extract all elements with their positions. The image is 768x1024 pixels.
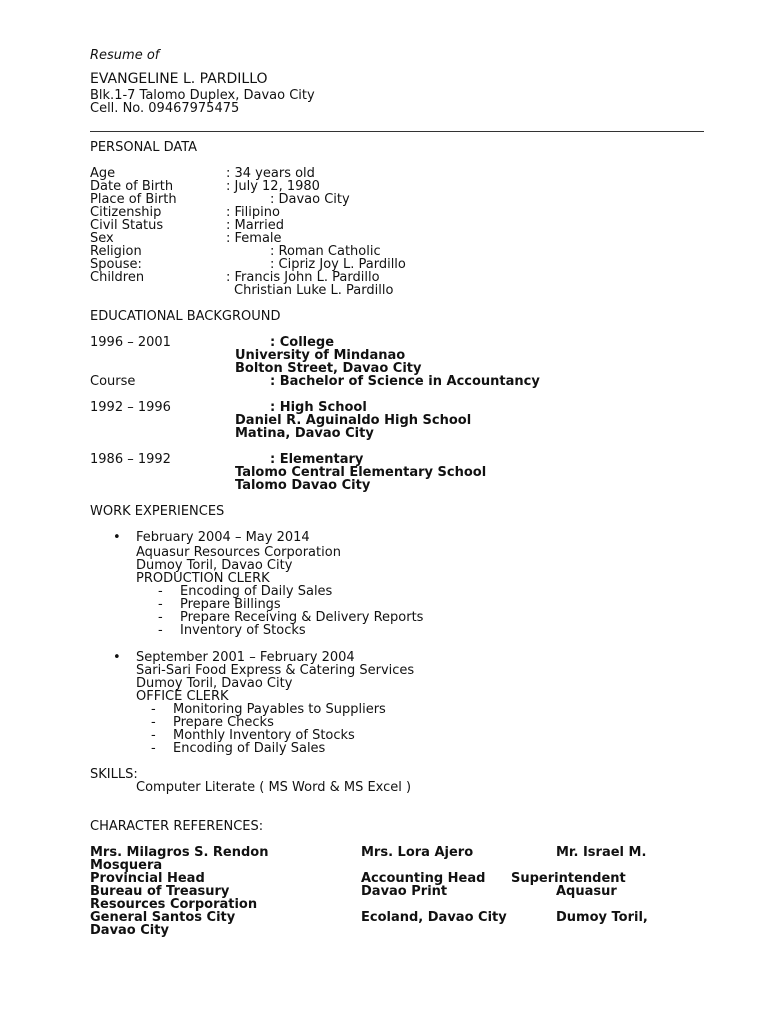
personal-label-age: Age bbox=[90, 166, 116, 181]
dash-icon: - bbox=[158, 584, 163, 599]
highschool-level: : High School bbox=[270, 400, 367, 415]
job-2-address: Dumoy Toril, Davao City bbox=[136, 676, 293, 691]
college-level: : College bbox=[270, 335, 335, 350]
job-2-period: September 2001 – February 2004 bbox=[136, 650, 355, 665]
college-address: Bolton Street, Davao City bbox=[235, 361, 422, 376]
personal-value-civil-status: : Married bbox=[226, 218, 285, 233]
personal-value-pob: : Davao City bbox=[270, 192, 350, 207]
dash-icon: - bbox=[151, 741, 156, 756]
job-2-duty-3: Monthly Inventory of Stocks bbox=[173, 728, 355, 743]
reference-1-name: Mrs. Milagros S. Rendon bbox=[90, 845, 269, 860]
job-2-duty-4: Encoding of Daily Sales bbox=[173, 741, 326, 756]
personal-label-citizenship: Citizenship bbox=[90, 205, 162, 220]
college-years: 1996 – 2001 bbox=[90, 335, 171, 350]
applicant-address: Blk.1-7 Talomo Duplex, Davao City bbox=[90, 88, 315, 103]
elementary-level: : Elementary bbox=[270, 452, 364, 467]
dash-icon: - bbox=[158, 623, 163, 638]
personal-label-dob: Date of Birth bbox=[90, 179, 174, 194]
reference-3-location-cont: Davao City bbox=[90, 923, 169, 938]
personal-value-age: : 34 years old bbox=[226, 166, 315, 181]
personal-data-heading: PERSONAL DATA bbox=[90, 140, 198, 155]
job-2-position: OFFICE CLERK bbox=[136, 689, 229, 704]
personal-value-religion: : Roman Catholic bbox=[270, 244, 381, 259]
reference-2-office: Davao Print bbox=[361, 884, 448, 899]
personal-label-sex: Sex bbox=[90, 231, 114, 246]
job-1-address: Dumoy Toril, Davao City bbox=[136, 558, 293, 573]
bullet-icon: • bbox=[113, 650, 121, 665]
job-2-company: Sari-Sari Food Express & Catering Services bbox=[136, 663, 415, 678]
job-2-duty-1: Monitoring Payables to Suppliers bbox=[173, 702, 386, 717]
highschool-years: 1992 – 1996 bbox=[90, 400, 171, 415]
course-value: : Bachelor of Science in Accountancy bbox=[270, 374, 540, 389]
personal-label-pob: Place of Birth bbox=[90, 192, 177, 207]
personal-label-children: Children bbox=[90, 270, 145, 285]
reference-3-name: Mr. Israel M. bbox=[556, 845, 647, 860]
reference-3-office: Aquasur bbox=[556, 884, 617, 899]
references-heading: CHARACTER REFERENCES: bbox=[90, 819, 264, 834]
personal-value-sex: : Female bbox=[226, 231, 282, 246]
reference-3-name-cont: Mosquera bbox=[90, 858, 163, 873]
personal-value-citizenship: : Filipino bbox=[226, 205, 280, 220]
dash-icon: - bbox=[151, 728, 156, 743]
elementary-school: Talomo Central Elementary School bbox=[235, 465, 487, 480]
education-heading: EDUCATIONAL BACKGROUND bbox=[90, 309, 281, 324]
elementary-address: Talomo Davao City bbox=[235, 478, 371, 493]
job-1-duty-3: Prepare Receiving & Delivery Reports bbox=[180, 610, 424, 625]
reference-1-office: Bureau of Treasury bbox=[90, 884, 230, 899]
personal-value-children: : Francis John L. Pardillo bbox=[226, 270, 380, 285]
applicant-name: EVANGELINE L. PARDILLO bbox=[90, 71, 268, 87]
reference-3-office-cont: Resources Corporation bbox=[90, 897, 258, 912]
job-1-duty-2: Prepare Billings bbox=[180, 597, 281, 612]
reference-2-name: Mrs. Lora Ajero bbox=[361, 845, 474, 860]
personal-value-children-2: Christian Luke L. Pardillo bbox=[234, 283, 394, 298]
course-label: Course bbox=[90, 374, 136, 389]
reference-1-location: General Santos City bbox=[90, 910, 236, 925]
college-school: University of Mindanao bbox=[235, 348, 406, 363]
skills-heading: SKILLS: bbox=[90, 767, 138, 782]
skills-text: Computer Literate ( MS Word & MS Excel ) bbox=[136, 780, 412, 795]
reference-3-position: Superintendent bbox=[511, 871, 626, 886]
job-1-position: PRODUCTION CLERK bbox=[136, 571, 270, 586]
elementary-years: 1986 – 1992 bbox=[90, 452, 171, 467]
personal-label-religion: Religion bbox=[90, 244, 142, 259]
reference-2-position: Accounting Head bbox=[361, 871, 486, 886]
header-divider bbox=[90, 131, 704, 132]
personal-label-spouse: Spouse: bbox=[90, 257, 142, 272]
job-1-period: February 2004 – May 2014 bbox=[136, 530, 310, 545]
job-1-duty-1: Encoding of Daily Sales bbox=[180, 584, 333, 599]
highschool-school: Daniel R. Aguinaldo High School bbox=[235, 413, 472, 428]
job-2-duty-2: Prepare Checks bbox=[173, 715, 274, 730]
dash-icon: - bbox=[158, 597, 163, 612]
job-1-duty-4: Inventory of Stocks bbox=[180, 623, 306, 638]
personal-value-spouse: : Cipriz Joy L. Pardillo bbox=[270, 257, 406, 272]
reference-3-location: Dumoy Toril, bbox=[556, 910, 648, 925]
dash-icon: - bbox=[151, 702, 156, 717]
highschool-address: Matina, Davao City bbox=[235, 426, 374, 441]
personal-label-civil-status: Civil Status bbox=[90, 218, 164, 233]
job-1-company: Aquasur Resources Corporation bbox=[136, 545, 341, 560]
applicant-cell: Cell. No. 09467975475 bbox=[90, 101, 240, 116]
resume-of-label: Resume of bbox=[90, 48, 160, 63]
work-heading: WORK EXPERIENCES bbox=[90, 504, 225, 519]
bullet-icon: • bbox=[113, 530, 121, 545]
reference-2-location: Ecoland, Davao City bbox=[361, 910, 507, 925]
personal-value-dob: : July 12, 1980 bbox=[226, 179, 320, 194]
dash-icon: - bbox=[158, 610, 163, 625]
reference-1-position: Provincial Head bbox=[90, 871, 205, 886]
dash-icon: - bbox=[151, 715, 156, 730]
